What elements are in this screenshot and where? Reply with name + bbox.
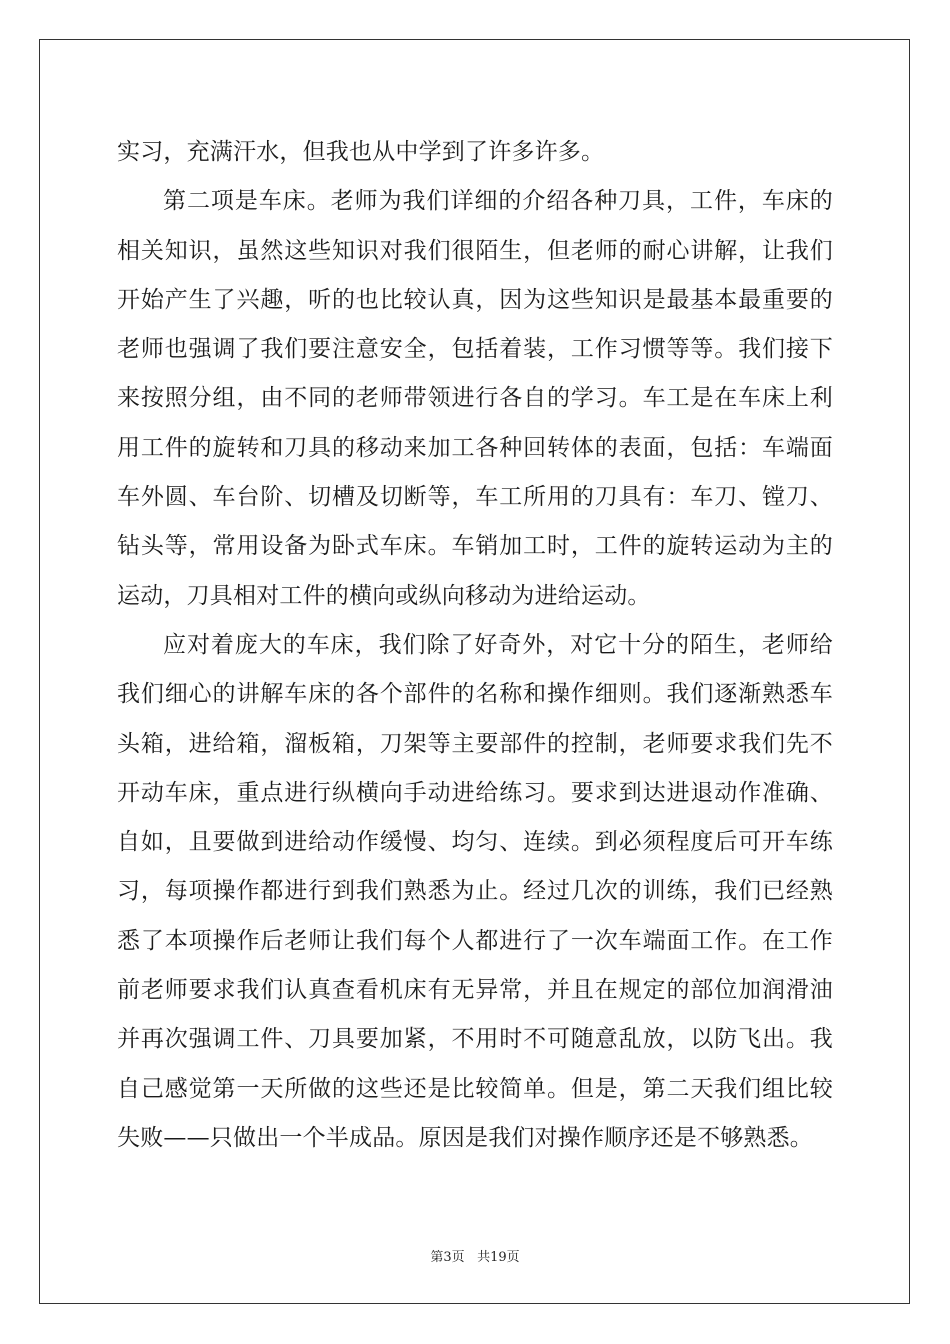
page-footer <box>0 1246 950 1265</box>
text-line: 来按照分组，由不同的老师带领进行各自的学习。车工是在车床上利 <box>117 385 833 412</box>
text-line: 并再次强调工件、刀具要加紧，不用时不可随意乱放，以防飞出。我 <box>117 1026 833 1053</box>
text-line: 用工件的旋转和刀具的移动来加工各种回转体的表面，包括：车端面 <box>117 434 833 461</box>
text-line: 头箱，进给箱，溜板箱，刀架等主要部件的控制，老师要求我们先不 <box>117 730 833 757</box>
text-line: 悉了本项操作后老师让我们每个人都进行了一次车端面工作。在工作 <box>117 927 833 954</box>
text-line: 开始产生了兴趣，听的也比较认真，因为这些知识是最基本最重要的 <box>117 286 833 313</box>
text-line: 习，每项操作都进行到我们熟悉为止。经过几次的训练，我们已经熟 <box>117 878 833 905</box>
text-line: 我们细心的讲解车床的各个部件的名称和操作细则。我们逐渐熟悉车 <box>117 681 833 708</box>
text-line: 应对着庞大的车床，我们除了好奇外，对它十分的陌生，老师给 <box>163 631 833 658</box>
text-line: 失败——只做出一个半成品。原因是我们对操作顺序还是不够熟悉。 <box>117 1124 813 1151</box>
text-line: 老师也强调了我们要注意安全，包括着装，工作习惯等等。我们接下 <box>117 336 833 363</box>
text-line: 相关知识，虽然这些知识对我们很陌生，但老师的耐心讲解，让我们 <box>117 237 833 264</box>
paragraph <box>117 621 833 1163</box>
text-line: 自己感觉第一天所做的这些还是比较简单。但是，第二天我们组比较 <box>117 1075 833 1102</box>
text-line: 第二项是车床。老师为我们详细的介绍各种刀具，工件，车床的 <box>163 188 833 215</box>
text-line: 实习，充满汗水，但我也从中学到了许多许多。 <box>117 139 605 165</box>
page-number: 第3页 <box>430 1250 465 1265</box>
text-line: 运动，刀具相对工件的横向或纵向移动为进给运动。 <box>117 582 651 609</box>
document-body <box>117 128 833 1163</box>
footer-spacer <box>465 1250 477 1265</box>
paragraph <box>117 177 833 621</box>
text-line: 开动车床，重点进行纵横向手动进给练习。要求到达进退动作准确、 <box>117 779 833 806</box>
page-total: 共19页 <box>477 1250 520 1265</box>
text-line: 前老师要求我们认真查看机床有无异常，并且在规定的部位加润滑油 <box>117 977 833 1004</box>
paragraph <box>117 128 833 177</box>
text-line: 车外圆、车台阶、切槽及切断等，车工所用的刀具有：车刀、镗刀、 <box>117 484 833 511</box>
text-line: 自如，且要做到进给动作缓慢、均匀、连续。到必须程度后可开车练 <box>117 829 833 856</box>
text-line: 钻头等，常用设备为卧式车床。车销加工时，工件的旋转运动为主的 <box>117 533 833 560</box>
